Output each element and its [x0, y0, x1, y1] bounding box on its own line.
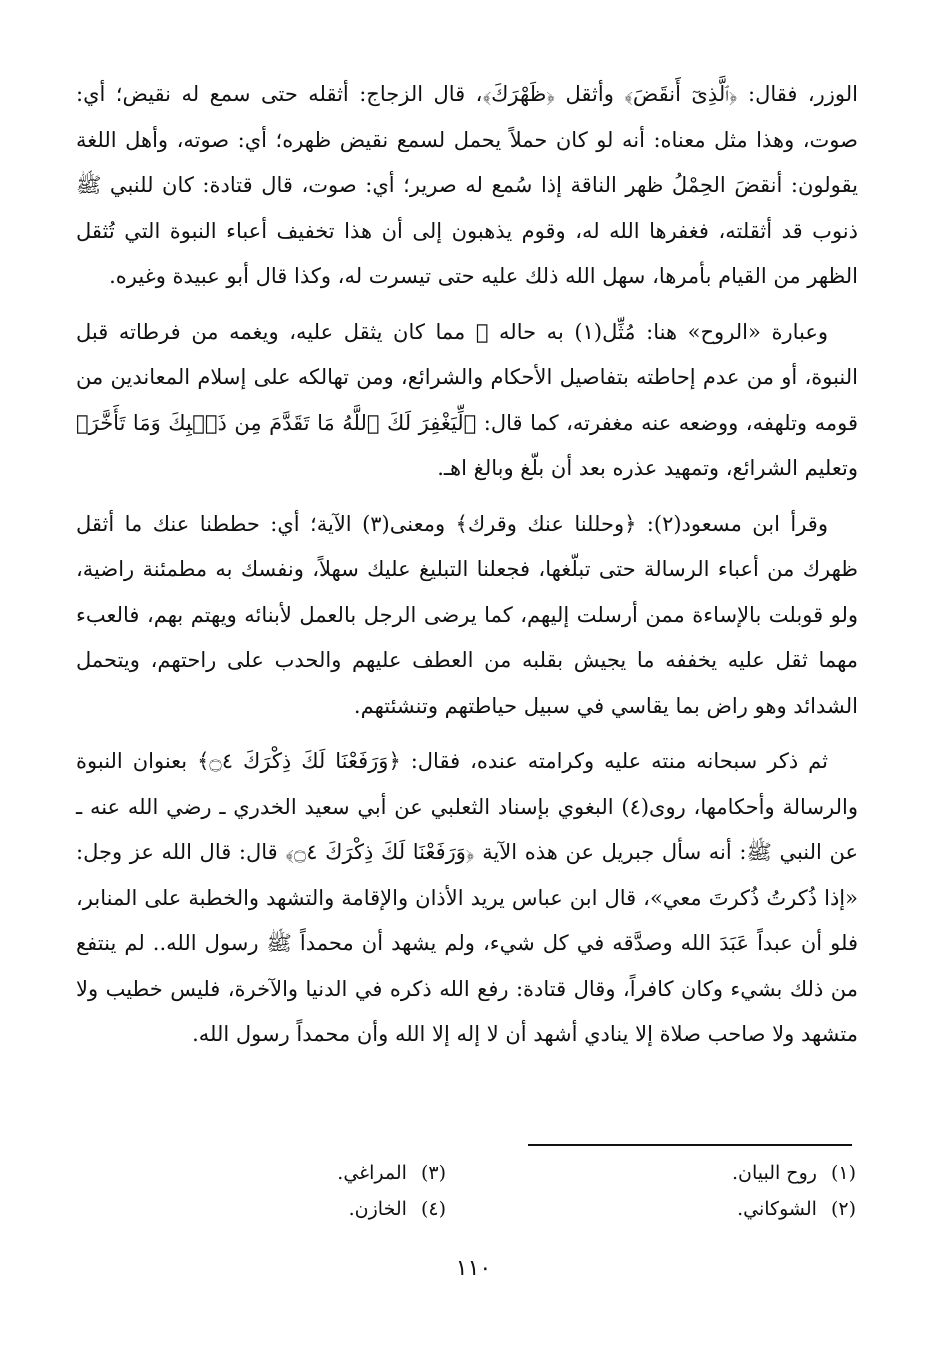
footnote-4 — [349, 1196, 446, 1222]
footnote-3 — [337, 1160, 446, 1186]
footnote-text: المراغي. — [337, 1162, 407, 1184]
footnote-number: (٣) — [420, 1162, 446, 1184]
footnote-text: روح البيان. — [731, 1162, 817, 1184]
paragraph-4: ثم ذكر سبحانه منته عليه وكرامته عنده، فقال: ﴿وَرَفَعْنَا لَكَ ذِكْرَكَ ۝٤﴾ بعنوان النبوة والرسالة وأحكامها، روى(٤) البغوي بإسناد الثعلبي عن أبي سعيد الخدري ـ رضي الله عنه ـ عن النبي ﷺ: أنه سأل جبريل عن هذه الآية ﴿وَرَفَعْنَا لَكَ ذِكْرَكَ ۝٤﴾ قال: قال الله عز وجل: «إذا ذُكرتُ ذُكرتَ معي»، قال ابن عباس يريد الأذان والإقامة والتشهد والخطبة على المنابر، فلو أن عبداً عَبَدَ الله وصدَّقه في كل شيء، ولم يشهد أن محمداً ﷺ رسول الله.. لم ينتفع من ذلك بشيء وكان كافراً، وقال قتادة: رفع الله ذكره في الدنيا والآخرة، فليس خطيب ولا متشهد ولا صاحب صلاة إلا ينادي أشهد أن لا إله إلا الله وأن محمداً رسول الله. — [76, 749, 858, 1046]
page-number: ١١٠ — [455, 1256, 492, 1281]
paragraph-1: الوزر، فقال: ﴿ٱلَّذِىٓ أَنقَضَ﴾ وأثقل ﴿ظَهْرَكَ﴾، قال الزجاج: أثقله حتى سمع له نقيض؛ أي: صوت، وهذا مثل معناه: أنه لو كان حملاً يحمل لسمع نقيض ظهره؛ أي: صوته، وأهل اللغة يقولون: أنقضَ الحِمْلُ ظهر الناقة إذا سُمع له صرير؛ أي: صوت، قال قتادة: كان للنبي ﷺ ذنوب قد أثقلته، فغفرها الله له، وقوم يذهبون إلى أن هذا تخفيف أعباء النبوة التي تُثقل الظهر من القيام بأمرها، سهل الله ذلك عليه حتى تيسرت له، وكذا قال أبو عبيدة وغيره. — [76, 82, 858, 288]
paragraph-2: وعبارة «الروح» هنا: مُثِّل(١) به حاله ﷺ مما كان يثقل عليه، ويغمه من فرطاته قبل النبوة، أو من عدم إحاطته بتفاصيل الأحكام والشرائع، ومن تهالكه على إسلام المعاندين من قومه وتلهفه، ووضعه عنه مغفرته، كما قال: ﴿لِّيَغْفِرَ لَكَ ٱللَّهُ مَا تَقَدَّمَ مِن ذَنۢبِكَ وَمَا تَأَخَّرَ﴾ وتعليم الشرائع، وتمهيد عذره بعد أن بلّغ وبالغ اهـ. — [76, 319, 858, 480]
footnote-1 — [732, 1160, 856, 1186]
footnotes — [290, 1160, 856, 1226]
footnote-number: (١) — [830, 1162, 856, 1184]
footnote-number: (٢) — [830, 1198, 856, 1220]
footnote-text: الخازن. — [348, 1198, 407, 1220]
main-text — [76, 72, 858, 1058]
footnote-text: الشوكاني. — [737, 1198, 817, 1220]
footnote-separator — [528, 1144, 852, 1146]
footnote-2 — [737, 1196, 856, 1222]
paragraph-3: وقرأ ابن مسعود(٢): ﴿وحللنا عنك وقرك﴾ ومعنى(٣) الآية؛ أي: حططنا عنك ما أثقل ظهرك من أعباء الرسالة حتى تبلّغها، فجعلنا التبليغ عليك سهلاً، ونفسك به مطمئنة راضية، ولو قوبلت بالإساءة ممن أرسلت إليهم، كما يرضى الرجل بالعمل لأبنائه ويهتم بهم، فالعبء مهما ثقل عليه يخففه ما يجيش بقلبه من العطف عليهم والحدب على راحتهم، ويتحمل الشدائد وهو راض بما يقاسي في سبيل حياطتهم وتنشئتهم. — [76, 511, 858, 718]
footnote-number: (٤) — [420, 1198, 446, 1220]
